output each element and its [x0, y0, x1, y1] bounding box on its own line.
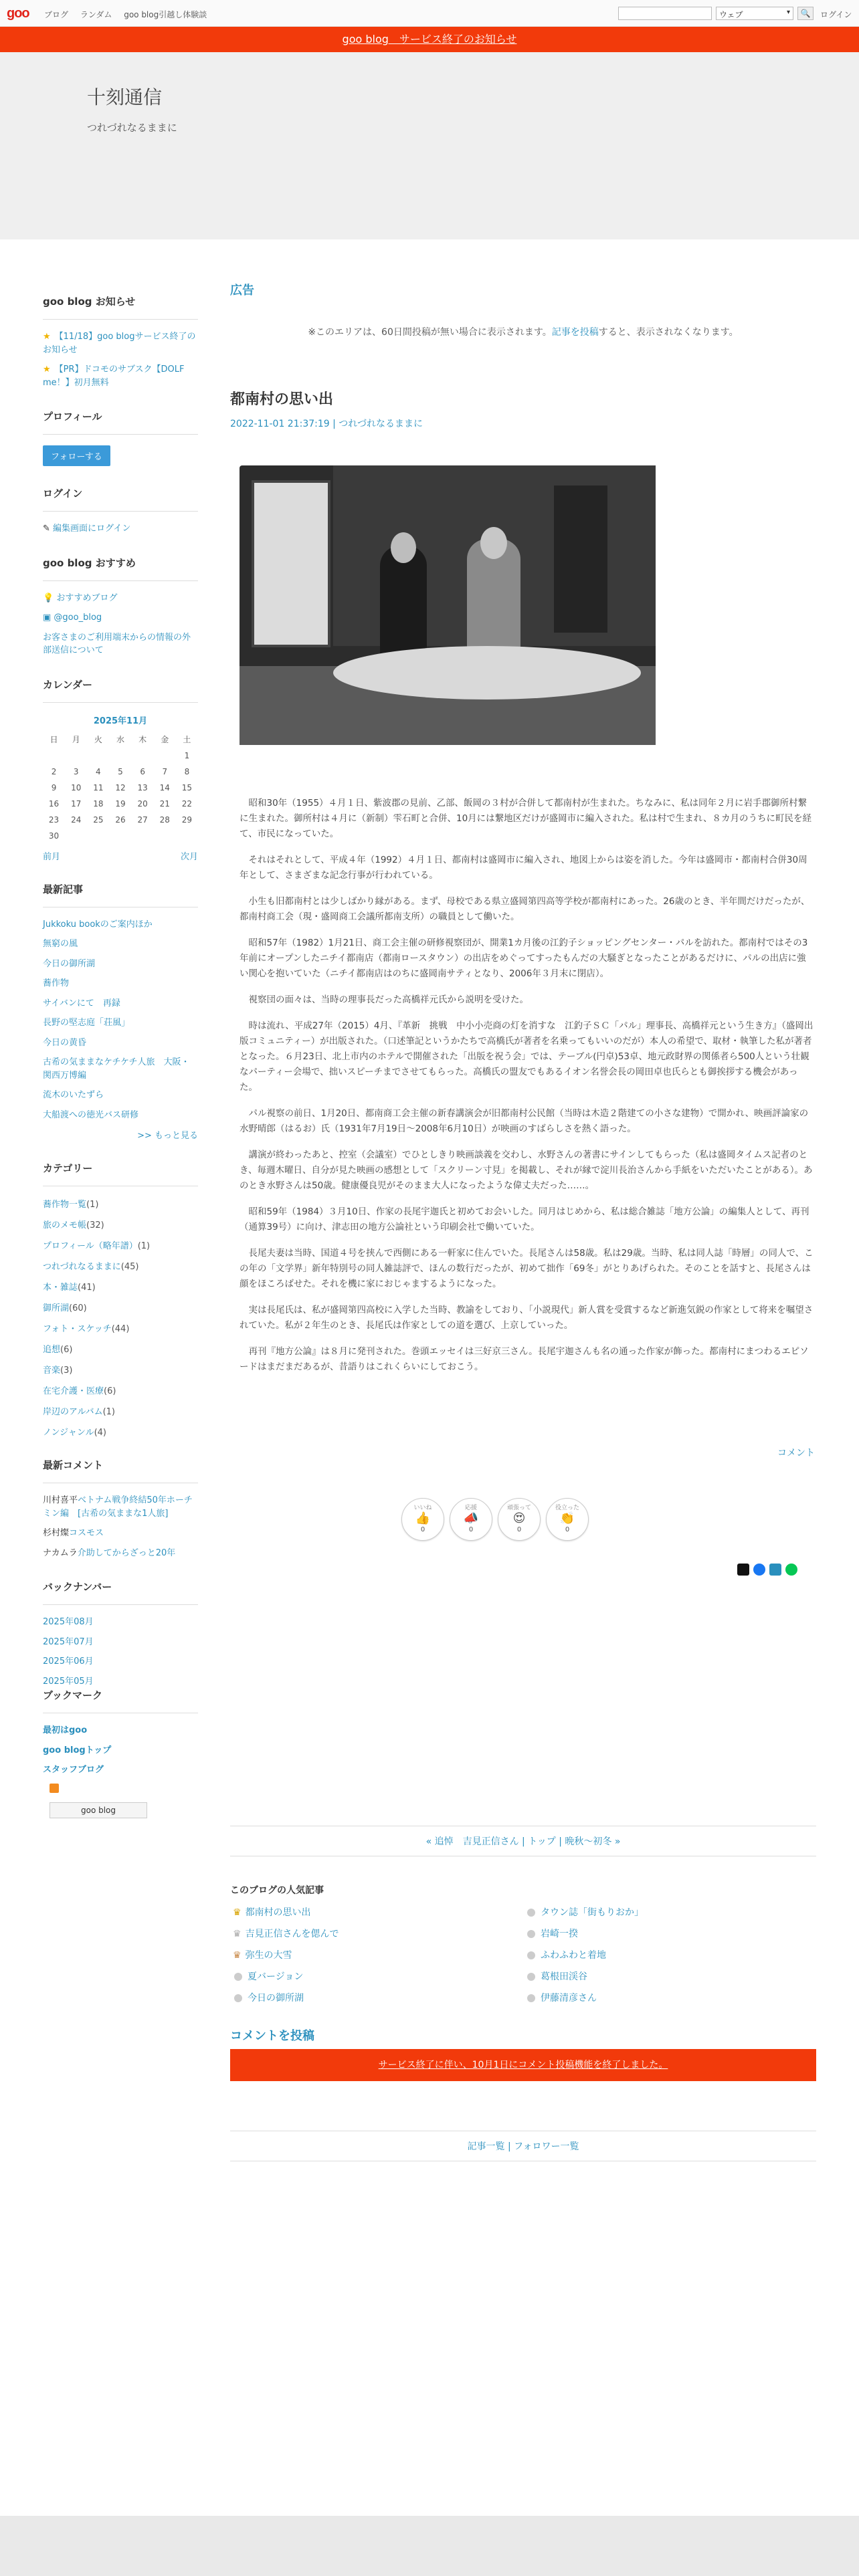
blog-header — [0, 52, 859, 239]
weekday: 火 — [94, 735, 102, 744]
calendar-day — [154, 828, 176, 844]
calendar-day — [87, 748, 109, 764]
category-link[interactable]: 旅のメモ帳 — [43, 1220, 87, 1230]
recent-post-item — [43, 1037, 198, 1050]
search-type-value: ウェブ — [719, 10, 743, 19]
calendar-week — [43, 764, 198, 780]
ad-title: 広告 — [230, 284, 254, 298]
recent-post-link[interactable]: 長野の堅志庭「荘風」 — [43, 1018, 130, 1028]
comment-item — [43, 1547, 198, 1560]
photo-face-right — [480, 527, 507, 559]
category-link[interactable]: つれづれなるままに — [43, 1262, 121, 1272]
recent-post-item — [43, 1089, 198, 1102]
post-article-link[interactable]: 記事を投稿 — [551, 327, 599, 338]
ad-note — [230, 325, 816, 338]
popular-item — [230, 1966, 523, 1988]
photo-window — [252, 480, 330, 647]
rank-dot-icon — [527, 1951, 535, 1959]
reaction-emoji-icon: 👍 — [415, 1511, 431, 1525]
popular-item — [523, 1923, 816, 1945]
facebook-share-icon[interactable] — [753, 1564, 765, 1576]
reaction-buttons — [401, 1498, 589, 1541]
category-count: (32) — [86, 1220, 104, 1230]
calendar-day — [109, 748, 131, 764]
calendar-day — [176, 828, 198, 844]
category-count: (6) — [60, 1345, 73, 1355]
post-paragraph: 昭和57年（1982）1月21日、商工会主催の研修視察団が、開業1カ月後の江釣子ショッピングセンター・パルを訪れた。都南村ではその3年前にオープンしたニチイ都南店（都南ロースタウン）の出店をめぐってすったもんだの大騒ぎとなったことがあるだけに、パルの出店に強い関心を抱いていた（ニチイ都南店はのちに盛岡南サティとなり、2006年３月末に閉店）。 — [240, 938, 808, 979]
popular-post-link[interactable]: ふわふわと着地 — [541, 1950, 606, 1961]
popular-list — [230, 1902, 816, 2009]
post-paragraph: それはそれとして、平成４年（1992）４月１日、都南村は盛岡市に編入され、地図上からは姿を消した。今年は盛岡市・都南村合併30周年として、さまざまな記念行事が行われている。 — [240, 855, 807, 881]
recent-post-item — [43, 938, 198, 951]
backnumber-link[interactable]: 2025年08月 — [43, 1617, 94, 1627]
popular-item — [523, 1966, 816, 1988]
rank-dot-icon — [527, 1909, 535, 1917]
calendar-day: 19 — [115, 798, 126, 809]
category-count: (1) — [102, 1407, 115, 1417]
recent-post-item — [43, 958, 198, 971]
recent-posts-section — [43, 882, 198, 1142]
post-paragraph: 小生も旧都南村とは少しばかり縁がある。まず、母校である県立盛岡第四高等学校が都南村にあった。26歳のとき、半年間だけだったが、都南村商工会（現・盛岡商工会議所都南支所）の職員として働いた。 — [240, 896, 810, 922]
calendar-week — [43, 828, 198, 844]
comment-item — [43, 1494, 198, 1520]
article-follower-links[interactable]: 記事一覧 | フォロワー一覧 — [467, 2141, 579, 2152]
calendar-day: 7 — [162, 766, 168, 776]
calendar-next[interactable]: 次月 — [180, 851, 198, 862]
post-meta[interactable]: 2022-11-01 21:37:19 | つれづれなるままに — [230, 419, 423, 429]
external-transmission-link[interactable]: お客さまのご利用端末からの情報の外部送信について — [43, 632, 191, 655]
comment-post-link[interactable]: ベトナム戦争終結50年ホーチミン編 [古希の気ままな1人旅] — [43, 1495, 193, 1519]
post-paragraph: 実は長尾氏は、私が盛岡第四高校に入学した当時、教諭をしており、「小説現代」新人賞を受賞するなど新進気鋭の作家として将来を嘱望されていた。私が２年生のとき、長尾氏は作家としての道を選び、上京していった。 — [240, 1305, 814, 1331]
calendar-section — [43, 677, 198, 862]
rank-dot-icon — [234, 1994, 242, 2002]
bookmark-section — [43, 1688, 198, 1818]
category-item — [43, 1218, 198, 1230]
category-count: (6) — [104, 1386, 116, 1396]
calendar-day: 5 — [118, 766, 123, 776]
calendar-day: 12 — [115, 782, 126, 792]
backnumber-title: バックナンバー — [43, 1580, 198, 1605]
calendar-day — [65, 828, 87, 844]
reaction-button[interactable] — [401, 1498, 444, 1541]
backnumber-item — [43, 1636, 198, 1649]
category-section — [43, 1161, 198, 1438]
calendar-table — [43, 732, 198, 844]
login-title: ログイン — [43, 486, 198, 512]
reaction-button[interactable] — [546, 1498, 589, 1541]
popular-item — [523, 1902, 816, 1923]
reaction-count: 0 — [516, 1526, 522, 1533]
calendar-day — [109, 828, 131, 844]
reaction-label: 頑張って — [506, 1505, 531, 1511]
post-paragraph: 長尾夫妻は当時、国道４号を挟んで西側にある一軒家に住んでいた。長尾さんは58歳。私は29歳。当時、私は同人誌「時層」の同人で、この年の「文学界」新年特別号の同人雑誌評で、ほんの数行だったが、初めて拙作「69冬」がとりあげられた。そのことを話すと、長尾さんは顔をほころばせた。それを機に家におじゃまするようになった。 — [240, 1248, 814, 1289]
backnumber-item — [43, 1616, 198, 1629]
post-paragraph: 再刊『地方公論』は８月に発刊された。巻頭エッセイは三好京三さん。長尾宇迦さんも名の通った作家が飾った。都南村にまつわるエピソードはまだまだあるが、昔語りはこれくらいにしておこう。 — [240, 1346, 809, 1372]
calendar-day: 9 — [51, 782, 57, 792]
profile-section — [43, 409, 198, 466]
reaction-count: 0 — [468, 1526, 474, 1533]
blog-description: つれづれなるままに — [87, 122, 177, 134]
calendar-day: 4 — [96, 766, 101, 776]
calendar-day — [132, 748, 154, 764]
reaction-emoji-icon: 📣 — [463, 1511, 479, 1525]
category-title: カテゴリー — [43, 1161, 198, 1186]
photo-wall-shadow — [554, 486, 607, 633]
calendar-day: 6 — [140, 766, 145, 776]
service-end-notice — [0, 27, 859, 52]
x-share-icon[interactable] — [737, 1564, 749, 1576]
category-count: (44) — [111, 1324, 130, 1334]
calendar-day: 27 — [137, 815, 148, 825]
rank-dot-icon — [527, 1994, 535, 2002]
chevron-down-icon: ▾ — [786, 9, 790, 16]
prev-next-nav — [230, 1826, 816, 1856]
weekday: 月 — [72, 735, 80, 744]
calendar-day — [43, 748, 65, 764]
rank-dot-icon — [527, 1973, 535, 1981]
news-link[interactable]: 【PR】ドコモのサブスク【DOLF me！】初月無料 — [43, 364, 185, 388]
login-link[interactable]: ログイン — [820, 10, 852, 19]
hatena-share-icon[interactable] — [769, 1564, 781, 1576]
news-title: goo blog お知らせ — [43, 294, 198, 320]
backnumber-link[interactable]: 2025年05月 — [43, 1676, 94, 1687]
calendar-day: 29 — [181, 815, 193, 825]
top-nav-blog[interactable]: ブログ — [44, 10, 69, 19]
reaction-label: 役立った — [555, 1505, 579, 1511]
crown-silver-icon: ♛ — [233, 1929, 242, 1939]
photo-image — [240, 465, 656, 745]
post-body — [240, 796, 815, 1386]
category-link[interactable]: 岸辺のアルバム — [43, 1407, 103, 1417]
top-nav — [44, 9, 216, 20]
calendar-day: 13 — [137, 782, 148, 792]
category-item — [43, 1384, 198, 1396]
latest-comments-list — [43, 1494, 198, 1560]
post-paragraph: 昭和30年（1955）４月１日、紫波郡の見前、乙部、飯岡の３村が合併して都南村が生まれた。ちなみに、私は同年２月に岩手郡御所村繋に生まれた。御所村は４月に（新制）雫石町と合併、10月には繋地区だけが盛岡市に編入された。私は村で生まれ、８カ月のうちに町民を経て、市民になっていた。 — [240, 798, 812, 839]
recommend-section — [43, 556, 198, 657]
calendar-day: 8 — [184, 766, 190, 776]
post-title[interactable]: 都南村の思い出 — [230, 391, 334, 408]
recent-posts-title: 最新記事 — [43, 882, 198, 907]
popular-post-link[interactable]: 夏バージョン — [248, 1971, 304, 1982]
comment-user: 川村喜平 — [43, 1495, 78, 1505]
calendar-day: 2 — [51, 766, 57, 776]
reaction-button[interactable] — [498, 1498, 541, 1541]
recent-post-link[interactable]: 無窮の風 — [43, 939, 78, 949]
crown-bronze-icon: ♛ — [233, 1950, 242, 1961]
recent-post-link[interactable]: 大船渡への徳光バス研修 — [43, 1109, 139, 1120]
comment-item — [43, 1527, 198, 1540]
popular-post-link[interactable]: 都南村の思い出 — [245, 1907, 311, 1918]
calendar-day: 11 — [93, 782, 104, 792]
weekday: 日 — [50, 735, 58, 744]
reaction-count: 0 — [565, 1526, 570, 1533]
latest-comments-title: 最新コメント — [43, 1458, 198, 1483]
follow-button[interactable]: フォローする — [43, 445, 110, 466]
bookmark-link[interactable]: スタッフブログ — [43, 1765, 104, 1775]
calendar-body — [43, 748, 198, 844]
recent-post-link[interactable]: 蕎作物 — [43, 978, 70, 988]
bookmark-link[interactable]: 最初はgoo — [43, 1725, 88, 1735]
calendar-week — [43, 812, 198, 828]
category-count: (45) — [120, 1262, 139, 1272]
weekday: 金 — [161, 735, 169, 744]
search-input[interactable] — [618, 7, 712, 20]
recent-post-item — [43, 1109, 198, 1122]
backnumber-item — [43, 1675, 198, 1689]
calendar-weekdays — [43, 732, 198, 748]
news-item — [43, 363, 198, 389]
category-count: (3) — [60, 1366, 73, 1376]
ad-note-text: ※このエリアは、60日間投稿が無い場合に表示されます。 — [308, 327, 552, 338]
recent-posts-list — [43, 918, 198, 1122]
calendar-title: カレンダー — [43, 677, 198, 703]
backnumber-section — [43, 1580, 198, 1687]
backnumber-link[interactable]: 2025年07月 — [43, 1636, 94, 1647]
pencil-icon: ✎ — [43, 524, 54, 534]
calendar-day: 22 — [181, 798, 193, 809]
comment-user: ナカムラ — [43, 1547, 78, 1558]
news-item — [43, 330, 198, 356]
calendar-day: 24 — [71, 815, 82, 825]
bulb-icon: 💡 — [43, 593, 57, 603]
popular-item — [523, 1988, 816, 2009]
reaction-label: いいね — [413, 1505, 432, 1511]
category-list — [43, 1197, 198, 1438]
calendar-day: 14 — [159, 782, 170, 792]
line-share-icon[interactable] — [785, 1564, 797, 1576]
rank-dot-icon — [527, 1930, 535, 1938]
category-count: (41) — [78, 1283, 96, 1293]
category-link[interactable]: プロフィール（略年譜） — [43, 1241, 138, 1251]
goo-logo[interactable]: goo — [7, 6, 29, 21]
recent-post-item — [43, 1016, 198, 1030]
top-nav-random[interactable]: ランダム — [80, 10, 112, 19]
weekday: 土 — [183, 735, 191, 744]
news-link[interactable]: 【11/18】goo blogサービス終了のお知らせ — [43, 332, 196, 355]
calendar-day — [87, 828, 109, 844]
calendar-day: 28 — [159, 815, 170, 825]
calendar-day: 17 — [71, 798, 82, 809]
recent-more-link[interactable]: >> もっと見る — [137, 1131, 198, 1141]
backnumber-list — [43, 1616, 198, 1687]
comment-post-link[interactable]: コスモス — [69, 1528, 104, 1538]
news-section — [43, 294, 198, 389]
search-icon: 🔍 — [800, 9, 811, 18]
category-item — [43, 1280, 198, 1293]
rss-icon[interactable] — [50, 1784, 59, 1793]
login-section — [43, 486, 198, 536]
calendar-day: 26 — [115, 815, 126, 825]
popular-post-link[interactable]: 岩崎一揆 — [541, 1929, 578, 1939]
recent-post-item — [43, 918, 198, 932]
service-end-link[interactable]: goo blog サービス終了のお知らせ — [342, 33, 517, 45]
calendar-week — [43, 748, 198, 764]
twitter-icon: ▣ — [43, 613, 54, 623]
popular-item — [523, 1945, 816, 1966]
goo-blog-banner[interactable]: goo blog — [50, 1802, 147, 1818]
latest-comments-section — [43, 1458, 198, 1560]
profile-title: プロフィール — [43, 409, 198, 435]
popular-item — [230, 1945, 523, 1966]
search-type-select[interactable] — [716, 7, 793, 20]
top-bar — [0, 0, 859, 27]
category-item — [43, 1425, 198, 1438]
post-photo[interactable] — [240, 465, 656, 745]
post-paragraph: 視察団の面々は、当時の理事長だった高橋祥元氏から説明を受けた。 — [240, 994, 529, 1005]
calendar-prev[interactable]: 前月 — [43, 851, 61, 862]
recent-post-link[interactable]: 今日の黄昏 — [43, 1037, 87, 1048]
reaction-button[interactable] — [450, 1498, 492, 1541]
post-paragraph: 時は流れ、平成27年（2015）4月、『革新 挑戦 中小小売商の灯を消すな 江釣子ＳＣ「パル」理事長、高橋祥元という生き方』（盛岡出版コミュニティー）が出版された。（口述筆記というかたちで高橋氏が著者を名乗ってもいいのだが）本人の希望で、取材・執筆した私が著者となった。６月23日、北上市内のホテルで開催された「出版を祝う会」では、テーブル(円卓)53卓、地元政財界の関係者ら500人という壮観なパーティー会場で、拙いスピーチまでさせてもらった。高橋氏の盟友でもあるイオン名誉会長の岡田卓也氏らとも御挨拶する機会があった。 — [240, 1021, 814, 1093]
ad-note-text: すると、表示されなくなります。 — [598, 327, 739, 338]
calendar-day: 20 — [137, 798, 148, 809]
recent-post-link[interactable]: Jukkoku bookのご案内ほか — [43, 919, 153, 930]
top-nav-migration[interactable]: goo blog引越し体験談 — [124, 10, 207, 19]
popular-post-link[interactable]: 吉見正信さんを偲んで — [245, 1929, 339, 1939]
post-paragraph: 講演が終わったあと、控室（会議室）でひとしきり映画談義を交わし、水野さんの著書にサインしてもらった（私は盛岡タイムス記者のとき、毎週木曜日、自分が見た映画の感想として「スクリーン寸見」を掲載し、それが縁で淀川長治さんから手紙をいただいたことがある）。あのとき水野さんは50歳。健康優良児がそのまま大人になったような偉丈夫だった……。 — [240, 1150, 813, 1191]
backnumber-item — [43, 1655, 198, 1669]
calendar-day: 3 — [73, 766, 79, 776]
calendar-week — [43, 796, 198, 812]
calendar-day — [132, 828, 154, 844]
calendar-day: 10 — [71, 782, 82, 792]
reaction-count: 0 — [420, 1526, 425, 1533]
category-count: (60) — [69, 1303, 87, 1313]
star-icon: ★ — [43, 332, 51, 342]
category-count: (4) — [94, 1428, 106, 1438]
category-link[interactable]: ノンジャンル — [43, 1428, 94, 1438]
popular-post-link[interactable]: 葛根田渓谷 — [541, 1971, 587, 1982]
category-item — [43, 1301, 198, 1313]
star-icon: ★ — [43, 364, 51, 374]
photo-face-left — [391, 532, 416, 563]
recommend-link[interactable]: おすすめブログ — [56, 593, 118, 603]
category-count: (1) — [137, 1241, 151, 1251]
blog-title[interactable]: 十刻通信 — [87, 86, 163, 108]
popular-post-link[interactable]: 今日の御所湖 — [248, 1993, 304, 2004]
category-count: (1) — [86, 1200, 99, 1210]
category-link[interactable]: 追想 — [43, 1345, 61, 1355]
recent-post-link[interactable]: 古希の気ままなケチケチ人旅 大阪・関西万博編 — [43, 1057, 190, 1081]
comment-closed-notice — [230, 2049, 816, 2081]
main-content — [230, 281, 816, 2152]
calendar-day: 15 — [181, 782, 193, 792]
backnumber-link[interactable]: 2025年06月 — [43, 1656, 94, 1667]
recent-post-link[interactable]: 流木のいたずら — [43, 1090, 104, 1100]
reaction-emoji-icon: 😍 — [512, 1511, 526, 1525]
category-item — [43, 1342, 198, 1355]
calendar-day: 21 — [159, 798, 170, 809]
bookmark-link[interactable]: goo blogトップ — [43, 1745, 112, 1755]
crown-gold-icon: ♛ — [233, 1907, 242, 1918]
category-item — [43, 1197, 198, 1210]
reaction-label: 応援 — [464, 1505, 477, 1511]
category-item — [43, 1259, 198, 1272]
category-link[interactable]: 御所湖 — [43, 1303, 70, 1313]
calendar-day: 23 — [48, 815, 60, 825]
category-link[interactable]: フォト・スケッチ — [43, 1324, 112, 1334]
recommend-title: goo blog おすすめ — [43, 556, 198, 581]
edit-login-link[interactable]: 編集画面にログイン — [53, 524, 131, 534]
calendar-month: 2025年11月 — [93, 716, 148, 726]
post-paragraph: 昭和59年（1984）３月10日、作家の長尾宇迦氏と初めてお会いした。同月はじめから、私は総合雑誌「地方公論」の編集人として、再刊（通算39号）に向け、津志田の地方公論社という印刷会社で働いていた。 — [240, 1206, 809, 1232]
popular-item — [230, 1923, 523, 1945]
calendar-day — [65, 748, 87, 764]
prev-next-links[interactable]: « 追悼 吉見正信さん | トップ | 晩秋〜初冬 » — [425, 1836, 621, 1847]
calendar-day — [154, 748, 176, 764]
sidebar — [43, 294, 198, 1838]
category-link[interactable]: 本・雑誌 — [43, 1283, 78, 1293]
twitter-link[interactable]: @goo_blog — [54, 613, 102, 623]
popular-item — [230, 1902, 523, 1923]
calendar-day: 30 — [48, 831, 60, 841]
category-link[interactable]: 在宅介護・医療 — [43, 1386, 104, 1396]
reaction-emoji-icon: 👏 — [559, 1511, 575, 1525]
share-buttons — [737, 1564, 797, 1576]
category-link[interactable]: 蕎作物一覧 — [43, 1200, 87, 1210]
category-link[interactable]: 音楽 — [43, 1366, 61, 1376]
recent-post-link[interactable]: サイバンにて 再録 — [43, 998, 120, 1008]
popular-post-link[interactable]: 伊藤清彦さん — [541, 1993, 597, 2004]
bookmark-title: ブックマーク — [43, 1688, 198, 1713]
weekday: 水 — [116, 735, 124, 744]
footer — [0, 2516, 859, 2576]
photo-table — [333, 646, 641, 700]
recent-post-item — [43, 997, 198, 1010]
calendar-day: 1 — [184, 750, 190, 760]
comment-user: 杉村燦 — [43, 1528, 70, 1538]
comment-closed-link[interactable]: サービス終了に伴い、10月1日にコメント投稿機能を終了しました。 — [378, 2060, 668, 2070]
category-item — [43, 1239, 198, 1251]
popular-item — [230, 1988, 523, 2009]
recent-post-item — [43, 1056, 198, 1082]
calendar-day: 16 — [48, 798, 60, 809]
list-links — [230, 2131, 816, 2161]
recent-post-item — [43, 977, 198, 990]
calendar-day: 18 — [93, 798, 104, 809]
post-comment-title: コメントを投稿 — [230, 2029, 314, 2043]
popular-post-link[interactable]: 弥生の大雪 — [245, 1950, 292, 1961]
post-paragraph: パル視察の前日、1月20日、都南商工会主催の新春講演会が旧都南村公民館（当時は木造２階建ての小さな建物）で開かれ、映画評論家の水野晴郎（はるお）氏（1931年7月19日〜2008年6月10日）が映画のすばらしさを熱く語った。 — [240, 1108, 809, 1134]
calendar-day: 25 — [93, 815, 104, 825]
calendar-week — [43, 780, 198, 796]
category-item — [43, 1321, 198, 1334]
recent-post-link[interactable]: 今日の御所湖 — [43, 958, 96, 969]
category-item — [43, 1404, 198, 1417]
category-item — [43, 1363, 198, 1376]
popular-post-link[interactable]: タウン誌「街もりおか」 — [541, 1907, 644, 1918]
weekday: 木 — [138, 735, 147, 744]
comment-post-link[interactable]: 介助してからざっと20年 — [77, 1547, 176, 1558]
popular-title: このブログの人気記事 — [230, 1885, 324, 1896]
search-button[interactable] — [797, 7, 814, 20]
rank-dot-icon — [234, 1973, 242, 1981]
comment-link[interactable]: コメント — [777, 1448, 815, 1459]
